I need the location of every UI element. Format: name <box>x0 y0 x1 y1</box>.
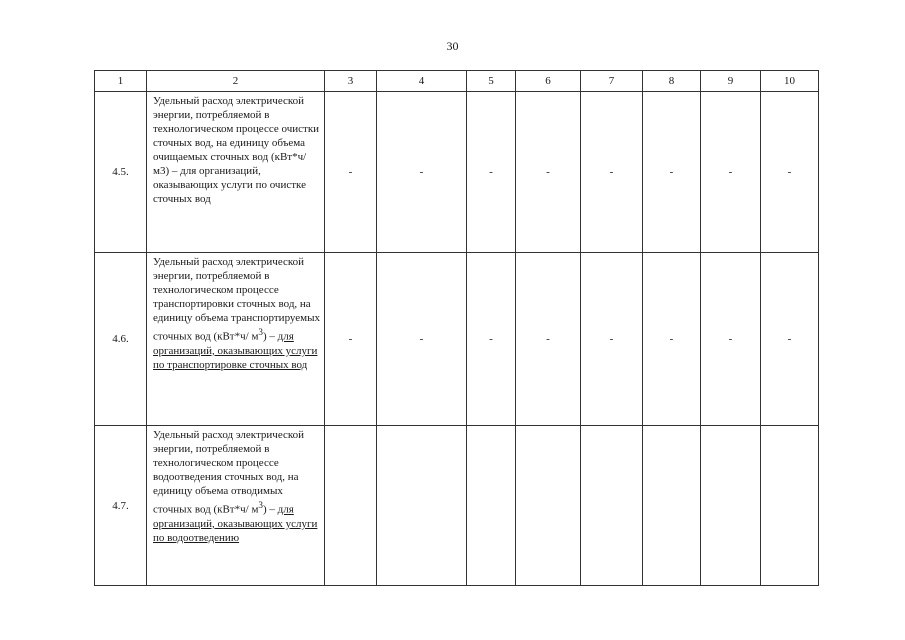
value-cell: - <box>325 253 377 426</box>
description-text-mid: ) – <box>263 330 278 343</box>
row-description <box>147 426 325 586</box>
header-row <box>95 71 819 92</box>
value-cell <box>325 426 377 586</box>
value-cell: - <box>701 253 761 426</box>
value-cell <box>701 426 761 586</box>
value-cell <box>467 426 516 586</box>
value-cell <box>516 426 581 586</box>
header-cell: 3 <box>325 71 377 92</box>
value-cell: - <box>516 253 581 426</box>
indicators-table <box>94 70 819 586</box>
header-cell: 2 <box>147 71 325 92</box>
row-number: 4.6. <box>95 253 147 426</box>
value-cell: - <box>377 92 467 253</box>
value-cell: - <box>325 92 377 253</box>
value-cell: - <box>377 253 467 426</box>
row-description <box>147 253 325 426</box>
description-superscript: 3 <box>258 500 263 510</box>
description-underlined: для организаций, оказывающих услуги по транспортировке сточных вод <box>153 330 318 371</box>
value-cell: - <box>761 92 819 253</box>
table-row <box>95 92 819 253</box>
description-underlined: для организаций, оказывающих услуги по водоотведению <box>153 503 318 544</box>
page-number: 30 <box>446 39 459 53</box>
header-cell: 5 <box>467 71 516 92</box>
header-cell: 9 <box>701 71 761 92</box>
description-text: Удельный расход электрической энергии, потребляемой в технологическом процессе очистки сточных вод, на единицу объема очищаемых сточных вод (кВт*ч/ м3) – для организаций, оказывающих услуги по очистке сточных вод <box>153 95 320 205</box>
header-cell: 4 <box>377 71 467 92</box>
description-superscript: 3 <box>258 327 263 337</box>
table-row <box>95 253 819 426</box>
value-cell <box>761 426 819 586</box>
value-cell <box>581 426 643 586</box>
header-cell: 1 <box>95 71 147 92</box>
header-cell: 8 <box>643 71 701 92</box>
value-cell: - <box>516 92 581 253</box>
value-cell: - <box>643 92 701 253</box>
header-cell: 10 <box>761 71 819 92</box>
value-cell: - <box>467 92 516 253</box>
description-text: Удельный расход электрической энергии, потребляемой в технологическом процессе водоотведения сточных вод, на единицу объема отводимых сточных вод (кВт*ч/ м <box>153 429 305 516</box>
value-cell: - <box>581 253 643 426</box>
row-number: 4.5. <box>95 92 147 253</box>
value-cell <box>643 426 701 586</box>
value-cell: - <box>581 92 643 253</box>
value-cell <box>377 426 467 586</box>
value-cell: - <box>761 253 819 426</box>
header-cell: 7 <box>581 71 643 92</box>
value-cell: - <box>643 253 701 426</box>
description-text: Удельный расход электрической энергии, потребляемой в технологическом процессе транспортировки сточных вод, на единицу объема транспортируемых сточных вод (кВт*ч/ м <box>153 256 321 343</box>
description-text-mid: ) – <box>263 503 278 516</box>
value-cell: - <box>701 92 761 253</box>
row-number: 4.7. <box>95 426 147 586</box>
value-cell: - <box>467 253 516 426</box>
table-row <box>95 426 819 586</box>
header-cell: 6 <box>516 71 581 92</box>
row-description <box>147 92 325 253</box>
